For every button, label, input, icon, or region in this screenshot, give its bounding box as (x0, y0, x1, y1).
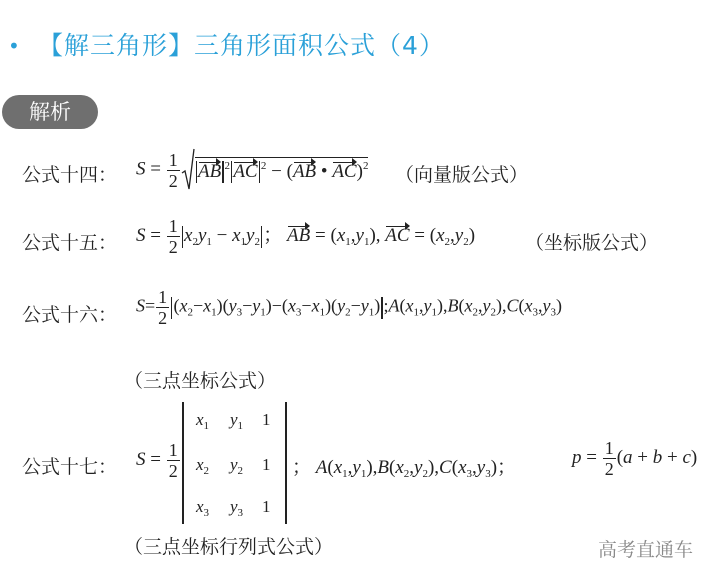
det-cell: $y_2$ (230, 455, 244, 477)
formula-17-points: ； $A(x_1,y_1),B(x_2,y_2),C(x_3,y_3)$； (292, 457, 517, 480)
formula-14-expression: S = $\frac{1}{2}$ AB $^2$ AC $^2$ − (AB • AC)$^2$ (136, 147, 368, 193)
formula-15-note: （坐标版公式） (525, 232, 659, 254)
page-title: 【解三角形】三角形面积公式（4） (38, 31, 445, 60)
det-cell: 1 (262, 497, 271, 516)
formula-15-label: 公式十五： (22, 232, 118, 254)
det-cell: $x_1$ (196, 410, 210, 432)
formula-16-expression: S= $\frac{1}{2}$ $(x_2-x_1)(y_3-y_1)-(x_3-x_1)(y_2-y_1)$ $;A(x_1,y_1),B(x_2,y_2),C(x_3,y_3)$ (136, 287, 563, 328)
formula-14-label: 公式十四： (22, 164, 118, 186)
det-cell: 1 (262, 455, 271, 474)
radical-icon (181, 147, 195, 193)
formula-16-note: （三点坐标公式） (124, 370, 277, 392)
title-bullet: • (8, 34, 20, 58)
det-cell: $y_3$ (230, 497, 244, 519)
semi-perimeter-formula: p = $\frac{1}{2}$ (a + b + c) (572, 438, 698, 479)
watermark: 高考直通车 (597, 539, 693, 561)
determinant-left-bar (182, 402, 184, 524)
formula-16-label: 公式十六： (22, 304, 118, 326)
det-cell: $y_1$ (230, 410, 244, 432)
formula-17-label: 公式十七： (22, 456, 118, 478)
det-cell: $x_2$ (196, 455, 210, 477)
determinant-right-bar (285, 402, 287, 524)
formula-17-s-half: S = $\frac{1}{2}$ (136, 440, 178, 481)
det-cell: 1 (262, 410, 271, 429)
analysis-badge: 解析 (2, 95, 98, 129)
formula-17-note: （三点坐标行列式公式） (124, 536, 334, 558)
formula-14-note: （向量版公式） (395, 164, 529, 186)
det-cell: $x_3$ (196, 497, 210, 519)
formula-15-expression: S = $\frac{1}{2}$ $x_2y_1 - x_1y_2$ ； AB = $(x_1,y_1)$, AC = $(x_2,y_2)$ (136, 216, 476, 257)
